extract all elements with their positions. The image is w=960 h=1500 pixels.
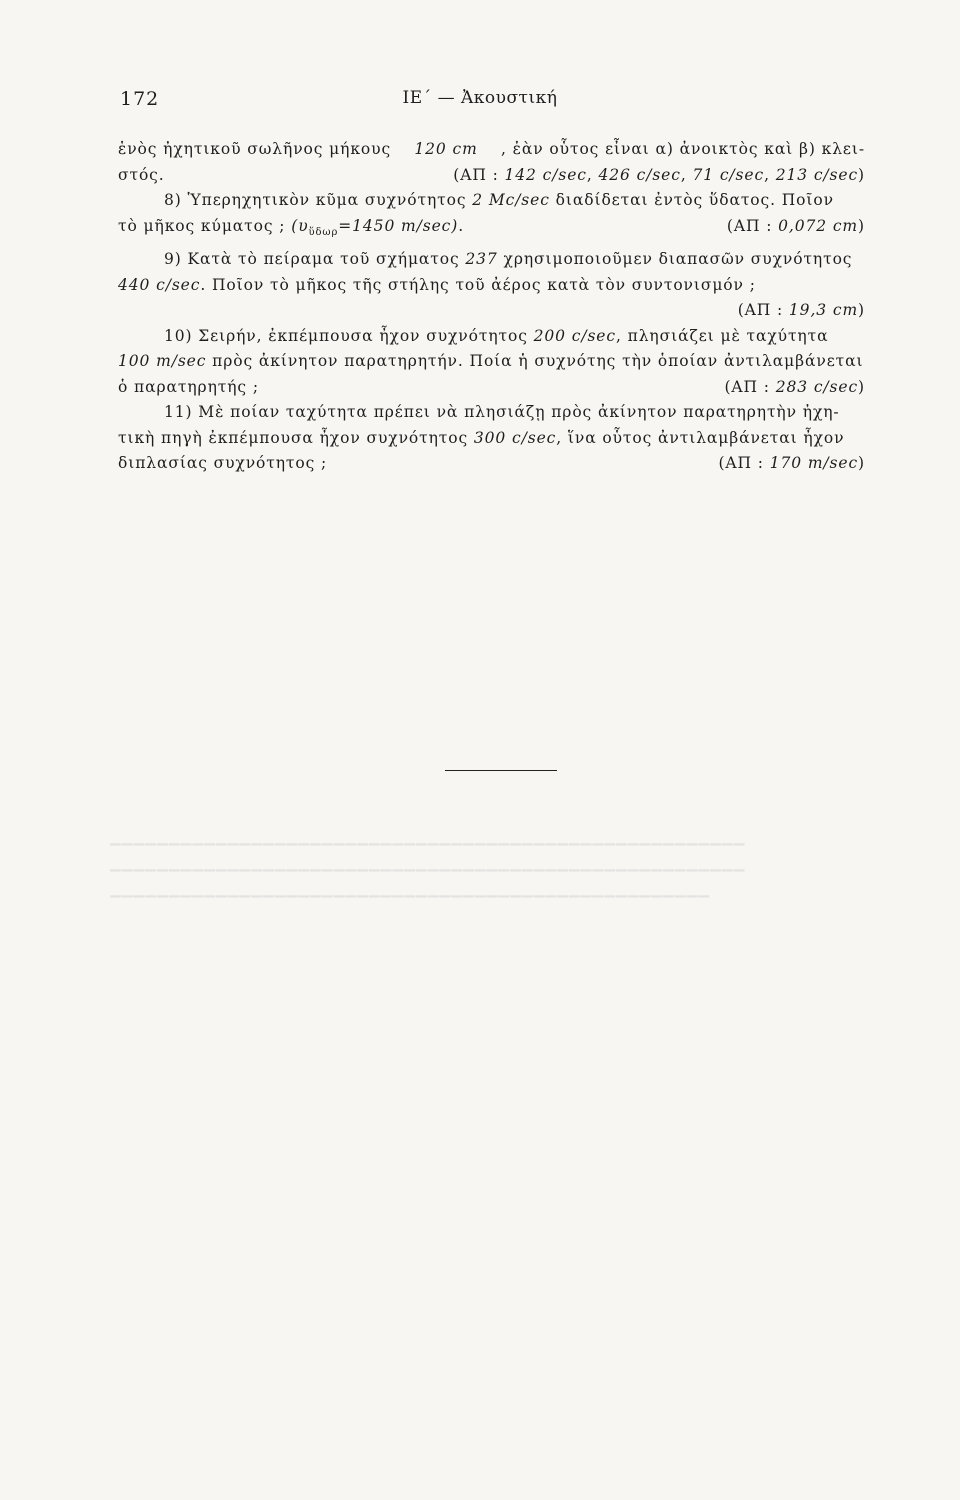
text-segment: . xyxy=(458,216,465,235)
text-line xyxy=(118,429,865,455)
answer-label: (ΑΠ : xyxy=(724,377,776,396)
text-line xyxy=(118,301,865,327)
text-segment: , ἵνα οὗτος ἀντιλαμβάνεται ἦχον xyxy=(556,428,845,447)
text-segment: 11) Μὲ ποίαν ταχύτητα πρέπει νὰ πλησιάζῃ πρὸς ἀκίνητον παρατηρητὴν ἠχη- xyxy=(164,403,840,421)
text-line xyxy=(118,217,865,243)
answer-close: ) xyxy=(858,454,865,472)
answer-label: (ΑΠ : xyxy=(737,301,789,319)
value: 200 c/sec xyxy=(533,326,616,345)
text-line xyxy=(118,276,865,302)
text-segment: , ἐὰν οὗτος εἶναι α) ἀνοικτὸς καὶ β) κλει- xyxy=(501,140,865,158)
page-number: 172 xyxy=(120,88,160,110)
text-segment: χρησιμοποιοῦμεν διαπασῶν συχνότητος xyxy=(497,250,853,268)
text-line xyxy=(118,403,865,429)
answer xyxy=(453,166,865,184)
answer-value: 19,3 cm xyxy=(788,301,859,319)
value: 2 Mc/sec xyxy=(472,191,550,209)
value: 237 xyxy=(465,250,498,268)
text-segment: 10) Σειρήν, ἐκπέμπουσα ἦχον συχνότητος xyxy=(164,326,534,345)
text-segment: . Ποῖον τὸ μῆκος τῆς στήλης τοῦ ἀέρος κατὰ τὸν συντονισμόν ; xyxy=(200,275,756,294)
value: 100 m/sec xyxy=(118,352,207,370)
answer xyxy=(727,217,865,235)
show-through-texture: ▁▁▁▁▁▁▁▁▁▁▁▁▁▁▁▁▁▁▁▁▁▁▁▁▁▁▁▁▁▁▁▁▁▁▁▁▁▁▁▁▁▁▁▁▁▁▁▁▁▁▁▁▁▁ ▁▁▁▁▁▁▁▁▁▁▁▁▁▁▁▁▁▁▁▁▁▁▁▁▁▁▁▁▁▁▁▁▁▁▁▁▁▁▁▁▁▁▁▁▁▁▁▁▁▁▁▁▁▁ ▁▁▁▁▁▁▁▁▁▁▁▁▁▁▁▁▁▁▁▁▁▁▁▁▁▁▁▁▁▁▁▁▁▁▁▁▁▁▁▁▁▁▁▁▁▁▁▁▁▁▁ xyxy=(110,830,746,898)
answer-label: (ΑΠ : xyxy=(726,216,779,235)
answer-value: 170 m/sec xyxy=(769,454,859,472)
text-segment: ἑνὸς ἠχητικοῦ σωλῆνος μήκους xyxy=(118,140,392,158)
answer-close: ) xyxy=(858,165,865,184)
answer-label: (ΑΠ : xyxy=(453,165,505,184)
text-segment: διαδίδεται ἐντὸς ὕδατος. Ποῖον xyxy=(549,191,834,209)
answer-value: 426 c/sec xyxy=(598,165,681,184)
answer-value: 142 c/sec xyxy=(504,165,587,184)
text-line xyxy=(118,327,865,353)
answer-label: (ΑΠ : xyxy=(718,454,770,472)
value: 300 c/sec xyxy=(473,428,557,447)
text-segment: ὁ παρατηρητής ; xyxy=(118,377,259,396)
text-segment: διπλασίας συχνότητος ; xyxy=(118,454,328,472)
answer-value: 283 c/sec xyxy=(775,377,859,396)
text-segment: τικὴ πηγὴ ἐκπέμπουσα ἦχον συχνότητος xyxy=(118,428,474,447)
text-line xyxy=(118,140,865,166)
answer xyxy=(724,378,865,396)
text-line xyxy=(118,454,865,480)
answer-value: 71 c/sec xyxy=(692,165,765,184)
exercise-text xyxy=(118,140,865,480)
section-divider xyxy=(445,770,557,771)
text-segment: 8) Ὑπερηχητικὸν κῦμα συχνότητος xyxy=(164,191,473,209)
answer xyxy=(718,454,865,472)
text-segment: στός. xyxy=(118,165,165,184)
text-line xyxy=(118,250,865,276)
answer-close: ) xyxy=(858,301,865,319)
text-segment: τὸ μῆκος κύματος ; xyxy=(118,216,292,235)
answer-close: ) xyxy=(858,216,865,235)
value: (υ xyxy=(291,216,309,235)
answer-value: 0,072 cm xyxy=(778,216,859,235)
value: 440 c/sec xyxy=(118,275,201,294)
text-line xyxy=(118,191,865,217)
text-segment: 9) Κατὰ τὸ πείραμα τοῦ σχήματος xyxy=(164,250,466,268)
text-line xyxy=(118,378,865,404)
separator: , xyxy=(586,165,599,184)
value: 120 cm xyxy=(414,140,478,158)
separator: , xyxy=(764,165,776,184)
value: =1450 m/sec) xyxy=(338,216,459,235)
answer-close: ) xyxy=(858,377,865,396)
subscript: ὕδωρ xyxy=(308,226,339,238)
answer-value: 213 c/sec xyxy=(775,165,859,184)
separator: , xyxy=(680,165,693,184)
answer xyxy=(738,301,865,319)
text-segment: πρὸς ἀκίνητον παρατηρητήν. Ποία ἡ συχνότης τὴν ὁποίαν ἀντιλαμβάνεται xyxy=(206,352,864,370)
text-line xyxy=(118,166,865,192)
text-line xyxy=(118,352,865,378)
text-segment: , πλησιάζει μὲ ταχύτητα xyxy=(615,326,829,345)
page-header xyxy=(112,88,848,118)
running-title: ΙΕ΄ — Ἀκουστική xyxy=(402,88,558,108)
